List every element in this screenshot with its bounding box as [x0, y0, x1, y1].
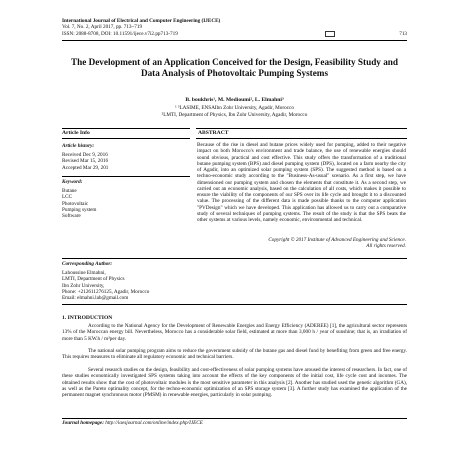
keyword-item: Pumping system — [62, 206, 97, 213]
keyword-item: Butane — [62, 188, 77, 194]
introduction-heading: 1. INTRODUCTION — [62, 315, 113, 321]
page-number: 713 — [399, 30, 407, 37]
affiliation-1: ¹ ³LASIME, ENSAIbn Zohr University, Agadir, Morocco — [175, 105, 294, 111]
paper-title: The Development of an Application Conceived for the Design, Feasibility Study and Data Analysis of Photovoltaic Pumping Systems — [70, 57, 399, 78]
corresponding-dept: LMTI, Department of Physics — [62, 276, 125, 283]
journal-homepage-link[interactable]: http://iaesjournal.com/online/index.php/IJECE — [105, 420, 203, 426]
article-info-heading: Article Info — [62, 130, 90, 136]
corresponding-heading: Corresponding Author: — [62, 261, 113, 267]
article-info-rule — [62, 138, 190, 139]
rights-line: All rights reserved. — [366, 243, 406, 250]
intro-paragraph: The national solar pumping program aims to reduce the government subsidy of the butane gas and diesel fund by benefiting from green and free energy. This requires measures to eliminate all regulatory economic and technical barriers. — [62, 348, 407, 361]
footer-label: Journal homepage: — [62, 420, 104, 426]
footer-rule — [62, 418, 407, 419]
article-info-top-rule — [62, 128, 190, 129]
history-revised: Revised Mar 15, 2016 — [62, 158, 109, 165]
journal-issn: ISSN: 2088-8708, DOI: 10.11591/ijece.v7i2.pp713-719 — [62, 30, 178, 37]
abstract-heading: ABSTRACT — [198, 130, 229, 136]
abstract-text: Because of the rise in diesel and butane prices widely used for pumping, added to their negative impact on both Morocco's environment and trade balance, the use of renewable energies should sound obvious, practical and cost effective. This study offers the transformation of a traditional butane pumping system (BPS) and diesel pumping system (DPS), located on a farm nearby the city of Agadir, into an optimized solar pumping system (SPS). The suggested method is based on a techno-economic study according to the "Business-As-usual" scenario. As a first step, we have dimensioned our pumping system and chosen the elements that constitute it. As a second step, we carried out an economic analysis, based on the calculation of all costs, which makes it possible to ensure the viability of the components of our SPS over its life cycle and brought it to a discounted value. The processing of the different data is made possible thanks to the computer application "PVDesign" which we have developed. This application has allowed us to carry out a comparative study of several techniques of pumping systems. The result of the study is that the SPS beats the other systems at various levels, namely economic, environmental and technical. — [197, 142, 406, 223]
keyword-list — [62, 188, 96, 219]
journal-footer — [62, 420, 407, 426]
history-accepted: Accepted Mar 29, 201 — [62, 164, 109, 171]
keyword-rule — [62, 176, 190, 177]
copyright-line: Copyright © 2017 Institute of Advanced Engineering and Science. — [268, 237, 406, 243]
intro-paragraph: According to the National Agency for the Development of Renewable Energies and Energy Efficiency (ADEREE) [1], the agricultural sector represents 13% of the Moroccan energy bill. Nevertheless, Morocco has a considerable solar field, estimated at more than 3,000 h / year of sunshine; that is, an irradiation of more than 5 KW.h / m²per day. — [62, 323, 407, 342]
corresponding-name: Lahoussine Elmahni, — [62, 270, 106, 276]
abstract-top-rule — [196, 128, 407, 129]
abstract-rule — [196, 138, 407, 139]
corresponding-top-rule — [62, 258, 407, 259]
intro-paragraph: Several research studies on the design, feasibility and cost-effectiveness of solar pumping systems have aroused the interest of researchers. In fact, one of these studies economically investigated SPS systems taking into account the effects of the key components of the initial cost, life cycle cost and incomes. The obtained results show that the cost of photovoltaic modules is the most sensitive parameter in this analysis [2]. Another has studied used the genetic algorithm (GA), as well as the Pareto optimality concept, for the techno-economic optimization of an SPS storage system [3]. A further study has examined the application of the permanent magnet synchronous motor (PMSM) in renewable energies, particularly in solar pumping. — [62, 367, 407, 398]
affiliation-2: ²LMTI, Department of Physics, Ibn Zohr University, Agadir, Morocco — [161, 112, 308, 118]
article-history — [62, 152, 108, 171]
keyword-item: Software — [62, 213, 81, 220]
history-received: Received Dec 9, 2016 — [62, 152, 108, 158]
copyright-notice — [197, 237, 406, 250]
author-list: B. boukhris¹, M. Medioumi², L. Elmahni³ — [185, 97, 284, 103]
corresponding-email: Email: elmahni.lab@gmail.com — [62, 295, 129, 302]
corresponding-details — [62, 270, 149, 301]
corresponding-univ: Ibn Zohr University, — [62, 282, 105, 289]
history-heading: Article history: — [62, 143, 95, 149]
keyword-item: LCC — [62, 194, 73, 201]
journal-header — [62, 18, 407, 37]
crossmark-icon — [325, 31, 335, 37]
corresponding-phone: Phone: +212611276125, Agadir, Morocco — [62, 288, 150, 295]
journal-volume: Vol. 7, No. 2, April 2017, pp. 713~719 — [62, 24, 143, 31]
keyword-heading: Keyword: — [62, 179, 83, 185]
journal-name: International Journal of Electrical and Computer Engineering (IJECE) — [62, 18, 221, 24]
header-rule — [62, 40, 407, 41]
keyword-item: Photovoltaic — [62, 200, 89, 207]
corresponding-bottom-rule — [62, 304, 407, 305]
